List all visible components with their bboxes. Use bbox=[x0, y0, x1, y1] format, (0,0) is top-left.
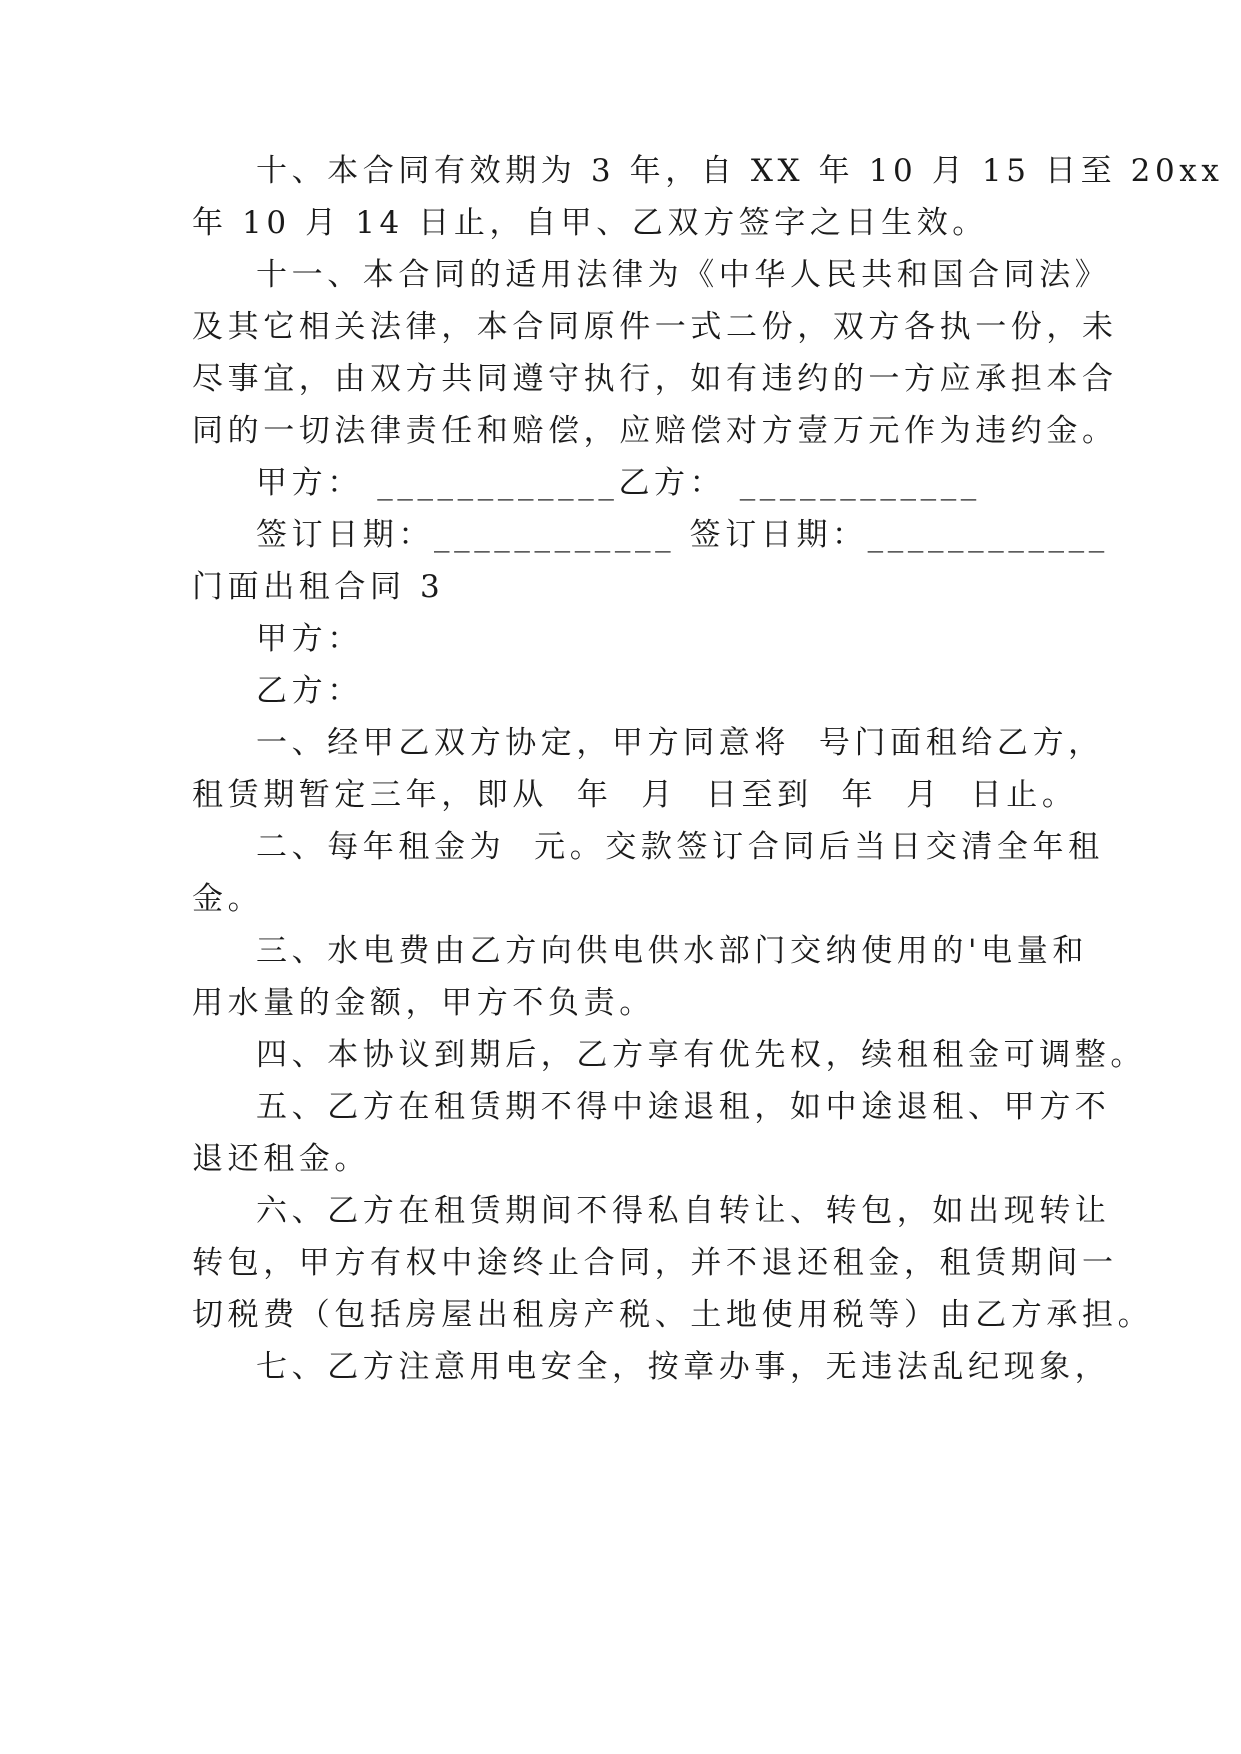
clause-10-line-2: 年 10 月 14 日止，自甲、乙双方签字之日生效。 bbox=[192, 205, 988, 241]
clause-5-line-2: 退还租金。 bbox=[192, 1141, 370, 1177]
clause-6-line-2: 转包，甲方有权中途终止合同，并不退还租金，租赁期间一 bbox=[192, 1245, 1118, 1281]
clause-1-line-2: 租赁期暂定三年，即从 年 月 日至到 年 月 日止。 bbox=[192, 777, 1078, 813]
signature-parties-line: 甲方： ____________乙方： ____________ bbox=[256, 465, 981, 501]
clause-4-line-1: 四、本协议到期后，乙方享有优先权，续租租金可调整。 bbox=[256, 1037, 1146, 1073]
clause-6-line-3: 切税费（包括房屋出租房产税、土地使用税等）由乙方承担。 bbox=[192, 1297, 1154, 1333]
clause-5-line-1: 五、乙方在租赁期不得中途退租，如中途退租、甲方不 bbox=[256, 1089, 1111, 1125]
clause-2-line-1: 二、每年租金为 元。交款签订合同后当日交清全年租 bbox=[256, 829, 1104, 865]
clause-3-line-2: 用水量的金额，甲方不负责。 bbox=[192, 985, 655, 1021]
clause-10-line-1: 十、本合同有效期为 3 年，自 XX 年 10 月 15 日至 20xx bbox=[256, 153, 1224, 189]
clause-1-line-1: 一、经甲乙双方协定，甲方同意将 号门面租给乙方， bbox=[256, 725, 1104, 761]
signature-dates-line: 签订日期：____________ 签订日期：____________ bbox=[256, 517, 1109, 553]
clause-7-line-1: 七、乙方注意用电安全，按章办事，无违法乱纪现象， bbox=[256, 1349, 1111, 1385]
clause-11-line-2: 及其它相关法律，本合同原件一式二份，双方各执一份，未 bbox=[192, 309, 1118, 345]
clause-6-line-1: 六、乙方在租赁期间不得私自转让、转包，如出现转让 bbox=[256, 1193, 1111, 1229]
clause-2-line-2: 金。 bbox=[192, 881, 264, 917]
clause-11-line-4: 同的一切法律责任和赔偿，应赔偿对方壹万元作为违约金。 bbox=[192, 413, 1118, 449]
party-a-line: 甲方： bbox=[256, 621, 363, 657]
party-b-line: 乙方： bbox=[256, 673, 363, 709]
section-heading: 门面出租合同 3 bbox=[192, 569, 445, 605]
clause-3-line-1: 三、水电费由乙方向供电供水部门交纳使用的'电量和 bbox=[256, 933, 1088, 969]
clause-11-line-3: 尽事宜，由双方共同遵守执行，如有违约的一方应承担本合 bbox=[192, 361, 1118, 397]
clause-11-line-1: 十一、本合同的适用法律为《中华人民共和国合同法》 bbox=[256, 257, 1111, 293]
